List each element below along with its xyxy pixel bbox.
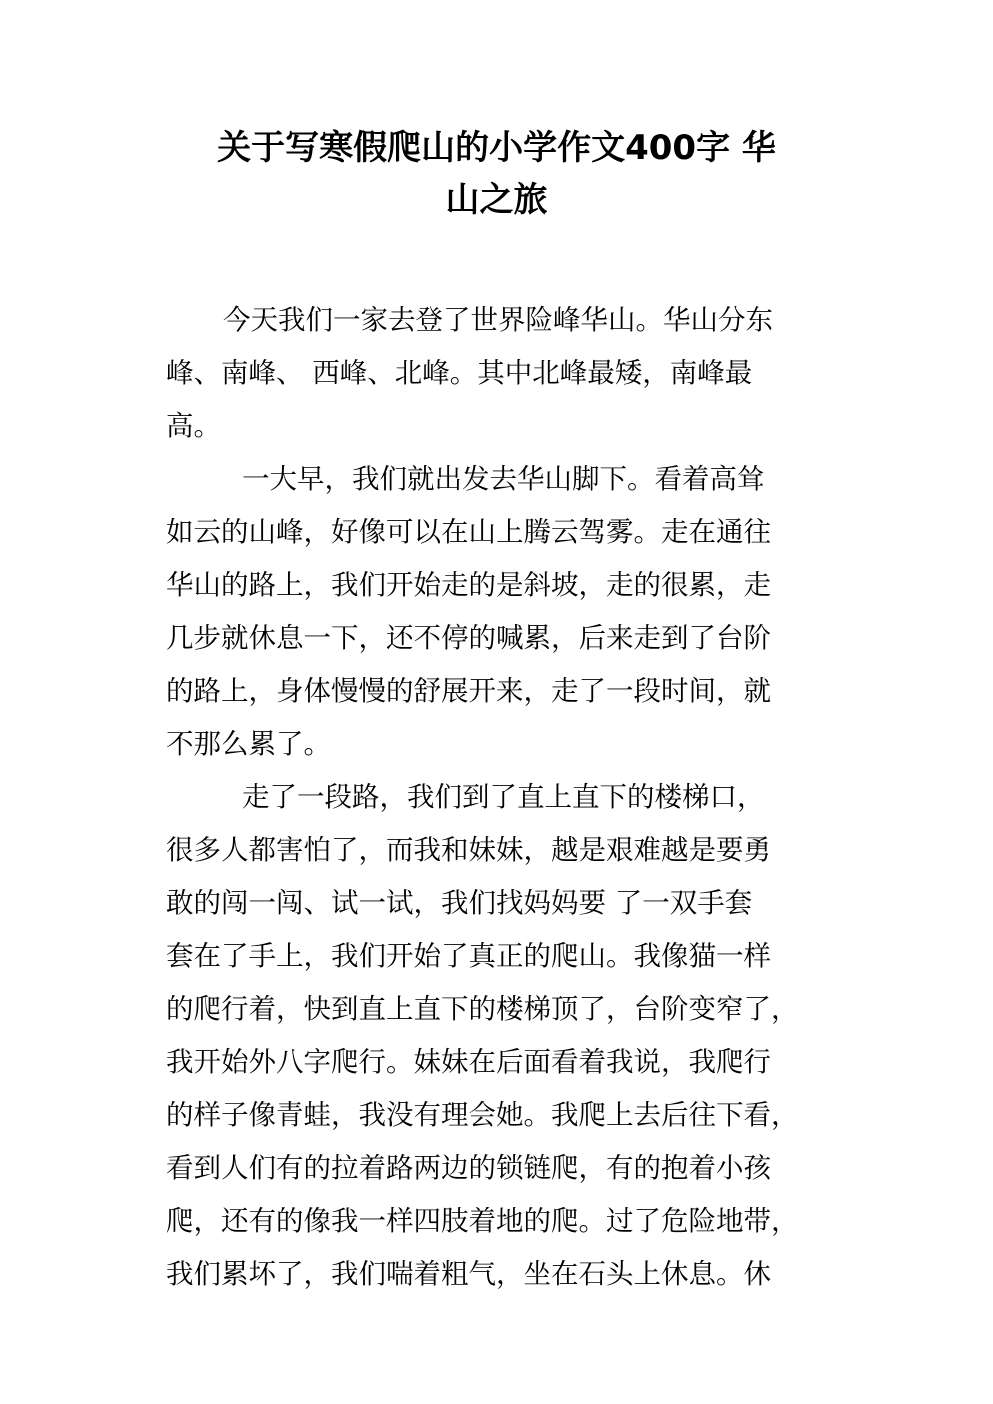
paragraph-line: 今天我们一家去登了世界险峰华山。华山分东 bbox=[223, 304, 773, 336]
paragraph-line: 敢的闯一闯、试一试，我们找妈妈要 了一双手套 bbox=[166, 887, 753, 919]
title-line: 山之旅 bbox=[445, 180, 548, 220]
paragraph-line: 峰、南峰、 西峰、北峰。其中北峰最矮，南峰最 bbox=[166, 357, 753, 389]
paragraph-line: 华山的路上，我们开始走的是斜坡，走的很累，走 bbox=[166, 569, 771, 601]
title-line: 关于写寒假爬山的小学作文400字 华 bbox=[217, 128, 776, 168]
paragraph-line: 的样子像青蛙，我没有理会她。我爬上去后往下看， bbox=[166, 1099, 799, 1131]
paragraph-line: 几步就休息一下，还不停的喊累，后来走到了台阶 bbox=[166, 622, 771, 654]
document-body bbox=[166, 294, 846, 1301]
paragraph-line: 爬，还有的像我一样四肢着地的爬。过了危险地带， bbox=[166, 1205, 799, 1237]
paragraph-line: 套在了手上，我们开始了真正的爬山。我像猫一样 bbox=[166, 940, 771, 972]
paragraph-line: 不那么累了。 bbox=[166, 728, 331, 760]
paragraph-line: 很多人都害怕了，而我和妹妹，越是艰难越是要勇 bbox=[166, 834, 771, 866]
paragraph-line: 我们累坏了，我们喘着粗气，坐在石头上休息。休 bbox=[166, 1258, 771, 1290]
paragraph-line: 如云的山峰，好像可以在山上腾云驾雾。走在通往 bbox=[166, 516, 771, 548]
paragraph-line: 的路上，身体慢慢的舒展开来，走了一段时间，就 bbox=[166, 675, 771, 707]
document-title bbox=[150, 122, 843, 226]
paragraph-line: 看到人们有的拉着路两边的锁链爬，有的抱着小孩 bbox=[166, 1152, 771, 1184]
paragraph-line: 一大早，我们就出发去华山脚下。看着高耸 bbox=[242, 463, 765, 495]
paragraph-line: 我开始外八字爬行。妹妹在后面看着我说，我爬行 bbox=[166, 1046, 771, 1078]
paragraph-line: 的爬行着，快到直上直下的楼梯顶了，台阶变窄了， bbox=[166, 993, 799, 1025]
paragraph-line: 高。 bbox=[166, 410, 221, 442]
paragraph-line: 走了一段路，我们到了直上直下的楼梯口， bbox=[242, 781, 765, 813]
